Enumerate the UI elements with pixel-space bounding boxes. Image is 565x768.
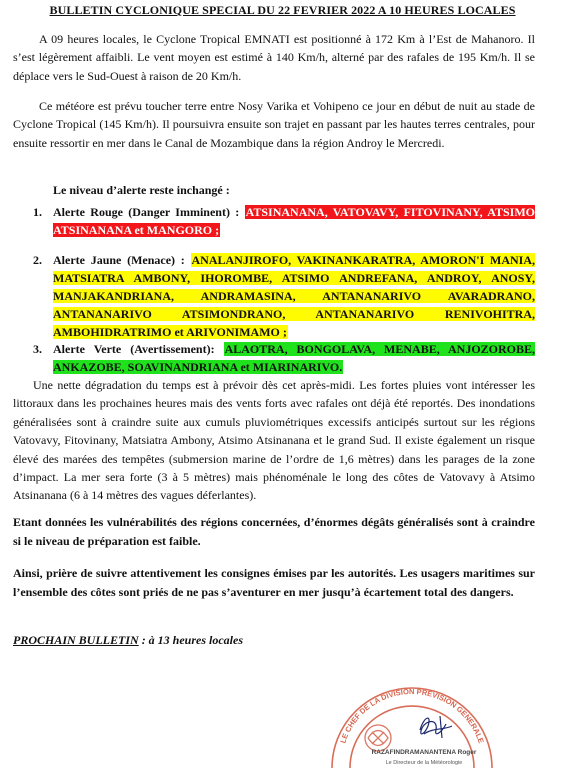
handwritten-signature [420,716,452,738]
alert-number: 3. [33,342,42,356]
alert-yellow-label: Alerte Jaune (Menace) : [53,253,185,267]
stamp-arc-text: LE CHEF DE LA DIVISION PREVISION GENERALE [338,686,486,745]
next-bulletin [13,633,243,648]
alert-red-label: Alerte Rouge (Danger Imminent) : [53,205,240,219]
official-stamp [328,668,496,768]
alert-yellow-body [53,251,535,341]
alert-red-item [13,203,535,239]
alert-green-label: Alerte Verte (Avertissement): [53,342,215,356]
next-bulletin-time: : à 13 heures locales [138,633,244,647]
stamp-name: RAZAFINDRAMANANTENA Roger [371,749,477,756]
paragraph-authority-instructions: Ainsi, prière de suivre attentivement les consignes émises par les autorités. Les usagers maritimes sur l’ensemble des côtes sont priés de ne pas s’aventurer en mer jusqu’à écartement total des dangers. [13,566,535,599]
alert-yellow-regions: ANALANJIROFO, VAKINANKARATRA, AMORON'I MANIA, MATSIATRA AMBONY, IHOROMBE, ATSIMO ANDREFANA, ANDROY, ANOSY, MANJAKANDRIANA, ANDRAMASINA, ANTANANARIVO AVARADRANO, ANTANANARIVO ATSIMONDRANO, ANTANANARIVO RENIVOHITRA, AMBOHIDRATRIMO et ARIVONIMAMO ; [53,253,535,339]
alert-green-regions: ALAOTRA, BONGOLAVA, MENABE, ANJOZOROBE, ANKAZOBE, SOAVINANDRIANA et MIARINARIVO. [53,342,536,374]
alert-green-body [53,340,535,376]
paragraph-cyclone-position: A 09 heures locales, le Cyclone Tropical EMNATI est positionné à 172 Km à l’Est de Mahanoro. Il s’est légèrement affaibli. Le vent moyen est estimé à 140 Km/h, alterné par des rafales de 195 Km/h. Il se déplace vers le Sud-Ouest à raison de 20 Km/h. [13,32,535,83]
alert-green-item [13,340,535,376]
stamp-emblem [365,725,391,751]
alert-number: 1. [33,205,42,219]
paragraph-landfall-forecast: Ce météore est prévu toucher terre entre Nosy Varika et Vohipeno ce jour en début de nuit au stade de Cyclone Tropical (145 Km/h). Il poursuivra ensuite son trajet en passant par les hautes terres centrales, pour ensuite ressortir en mer dans le Canal de Mozambique dans la région Androy le Mercredi. [13,99,535,150]
bulletin-title: BULLETIN CYCLONIQUE SPECIAL DU 22 FEVRIER 2022 A 10 HEURES LOCALES [49,3,516,17]
alert-yellow-item [13,251,535,341]
stamp-role: Le Directeur de la Météorologie [385,760,463,766]
alert-level-heading: Le niveau d’alerte reste inchangé : [53,183,230,197]
svg-text:LE CHEF DE LA DIVISION PREVISI [338,687,485,744]
paragraph-vulnerability-warning: Etant données les vulnérabilités des régions concernées, d’énormes dégâts généralisés sont à craindre si le niveau de préparation est faible. [13,515,535,548]
alert-red-body [53,203,535,239]
alert-red-regions: ATSINANANA, VATOVAVY, FITOVINANY, ATSIMO ATSINANANA et MANGORO ; [53,205,536,237]
alert-number: 2. [33,253,42,267]
next-bulletin-label: PROCHAIN BULLETIN [13,633,139,647]
paragraph-weather-degradation: Une nette dégradation du temps est à prévoir dès cet après-midi. Les fortes pluies vont intéresser les littoraux dans les prochaines heures mais des vents forts avec rafales ont déjà été reportés. Des inondations généralisées sont à craindre suite aux cumuls pluviométriques excessifs anticipés surtout sur les régions Vatovavy, Fitovinany, Matsiatra Ambony, Atsimo Atsinanana et le grand Sud. Il existe également un risque élevé des marées des tempêtes (submersion marine de l’ordre de 1,6 mètres) dans les parages de la zone d’impact. La mer sera forte (3 à 5 mètres) mais phénoménale le long des côtes de Vatovavy à Atsimo Atsinanana (6 à 14 mètres des vagues déferlantes). [13,378,535,503]
